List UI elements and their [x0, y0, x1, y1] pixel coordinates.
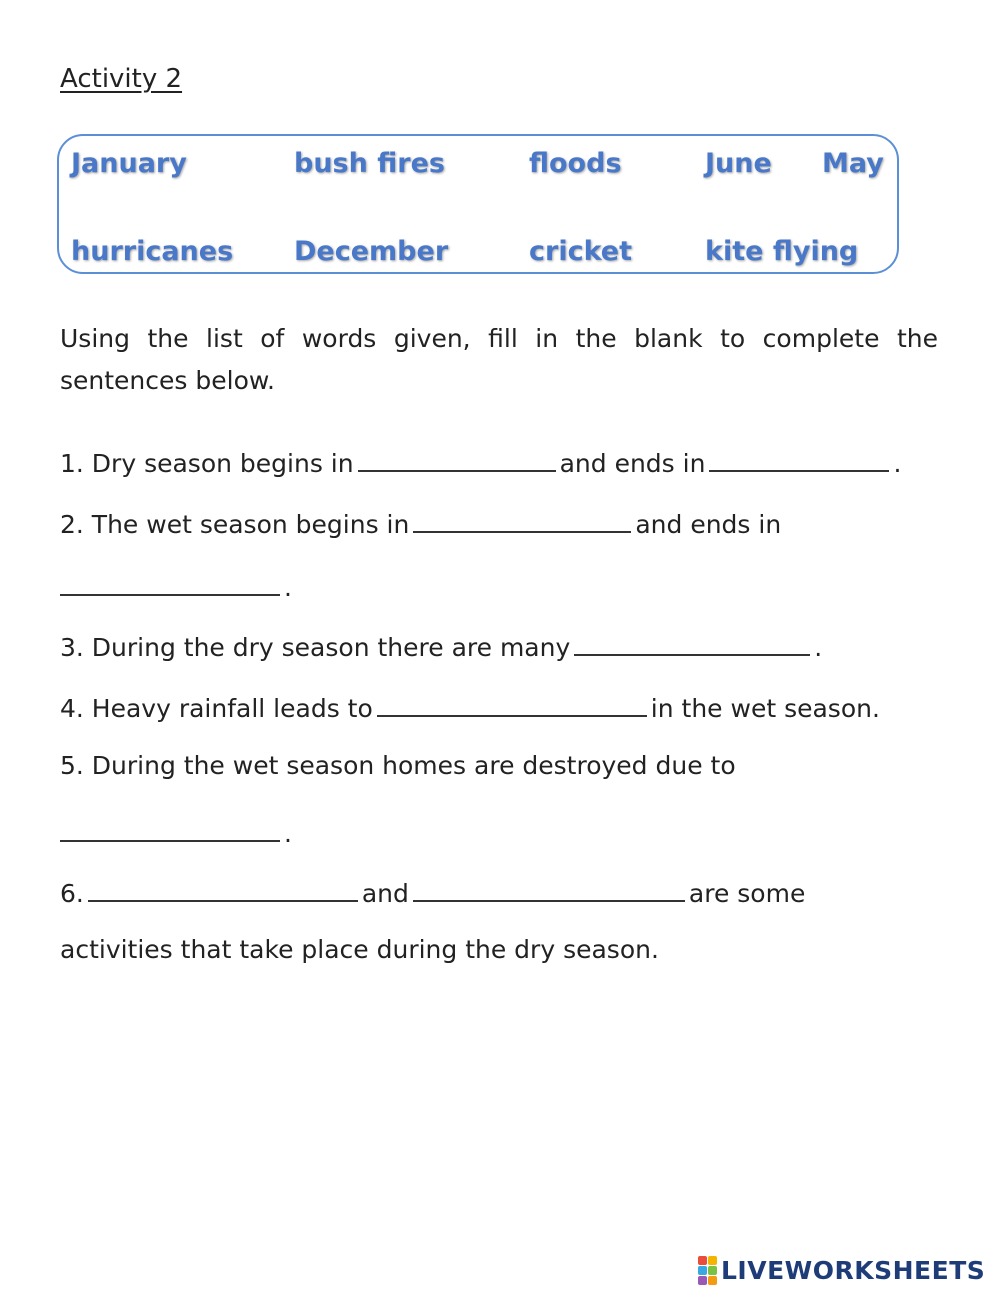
logo-block	[698, 1276, 707, 1285]
word-bank-item: January	[71, 148, 187, 179]
question-1	[60, 444, 901, 478]
question-2	[60, 505, 781, 539]
question-text: .	[893, 449, 902, 478]
answer-blank[interactable]	[574, 628, 810, 656]
question-2-continued	[60, 568, 292, 602]
question-5-continued	[60, 814, 292, 848]
question-text: and ends in	[559, 449, 706, 478]
activity-title: Activity 2	[60, 64, 183, 94]
question-text: and ends in	[635, 510, 782, 539]
answer-blank[interactable]	[377, 689, 647, 717]
word-bank-item: bush fires	[294, 148, 445, 179]
answer-blank[interactable]	[60, 568, 280, 596]
question-text: 3. During the dry season there are many	[60, 633, 571, 662]
logo-block	[698, 1266, 707, 1275]
question-text: 2. The wet season begins in	[60, 510, 410, 539]
question-text: .	[284, 573, 292, 602]
logo-block	[708, 1266, 717, 1275]
word-bank-item: floods	[529, 148, 622, 179]
question-5	[60, 751, 736, 780]
logo-block	[708, 1276, 717, 1285]
question-text: 6.	[60, 879, 84, 908]
question-text: and	[361, 879, 409, 908]
answer-blank[interactable]	[413, 874, 685, 902]
instruction-text: Using the list of words given, fill in the blank to complete the sentences below.	[60, 324, 938, 395]
question-text: .	[284, 819, 292, 848]
question-text: are some	[688, 879, 806, 908]
question-text: activities that take place during the dry season.	[60, 935, 659, 964]
answer-blank[interactable]	[60, 814, 280, 842]
word-bank-item: cricket	[529, 236, 633, 267]
logo-blocks-icon	[698, 1256, 717, 1285]
liveworksheets-logo	[698, 1256, 985, 1285]
word-bank-item: December	[294, 236, 449, 267]
question-6	[60, 874, 805, 908]
question-text: 1. Dry season begins in	[60, 449, 354, 478]
logo-block	[698, 1256, 707, 1265]
answer-blank[interactable]	[88, 874, 358, 902]
word-bank-item: May	[822, 148, 884, 179]
word-bank-item: June	[705, 148, 772, 179]
question-4	[60, 689, 880, 723]
question-text: 5. During the wet season homes are destroyed due to	[60, 751, 736, 780]
answer-blank[interactable]	[358, 444, 556, 472]
word-bank	[57, 134, 899, 274]
question-3	[60, 628, 822, 662]
word-bank-item: hurricanes	[71, 236, 234, 267]
answer-blank[interactable]	[413, 505, 631, 533]
question-text: .	[814, 633, 823, 662]
question-text: 4. Heavy rainfall leads to	[60, 694, 373, 723]
answer-blank[interactable]	[709, 444, 889, 472]
logo-block	[708, 1256, 717, 1265]
brand-name: LIVEWORKSHEETS	[721, 1256, 986, 1285]
question-6-continued	[60, 935, 659, 964]
word-bank-item: kite flying	[705, 236, 859, 267]
question-text: in the wet season.	[650, 694, 880, 723]
